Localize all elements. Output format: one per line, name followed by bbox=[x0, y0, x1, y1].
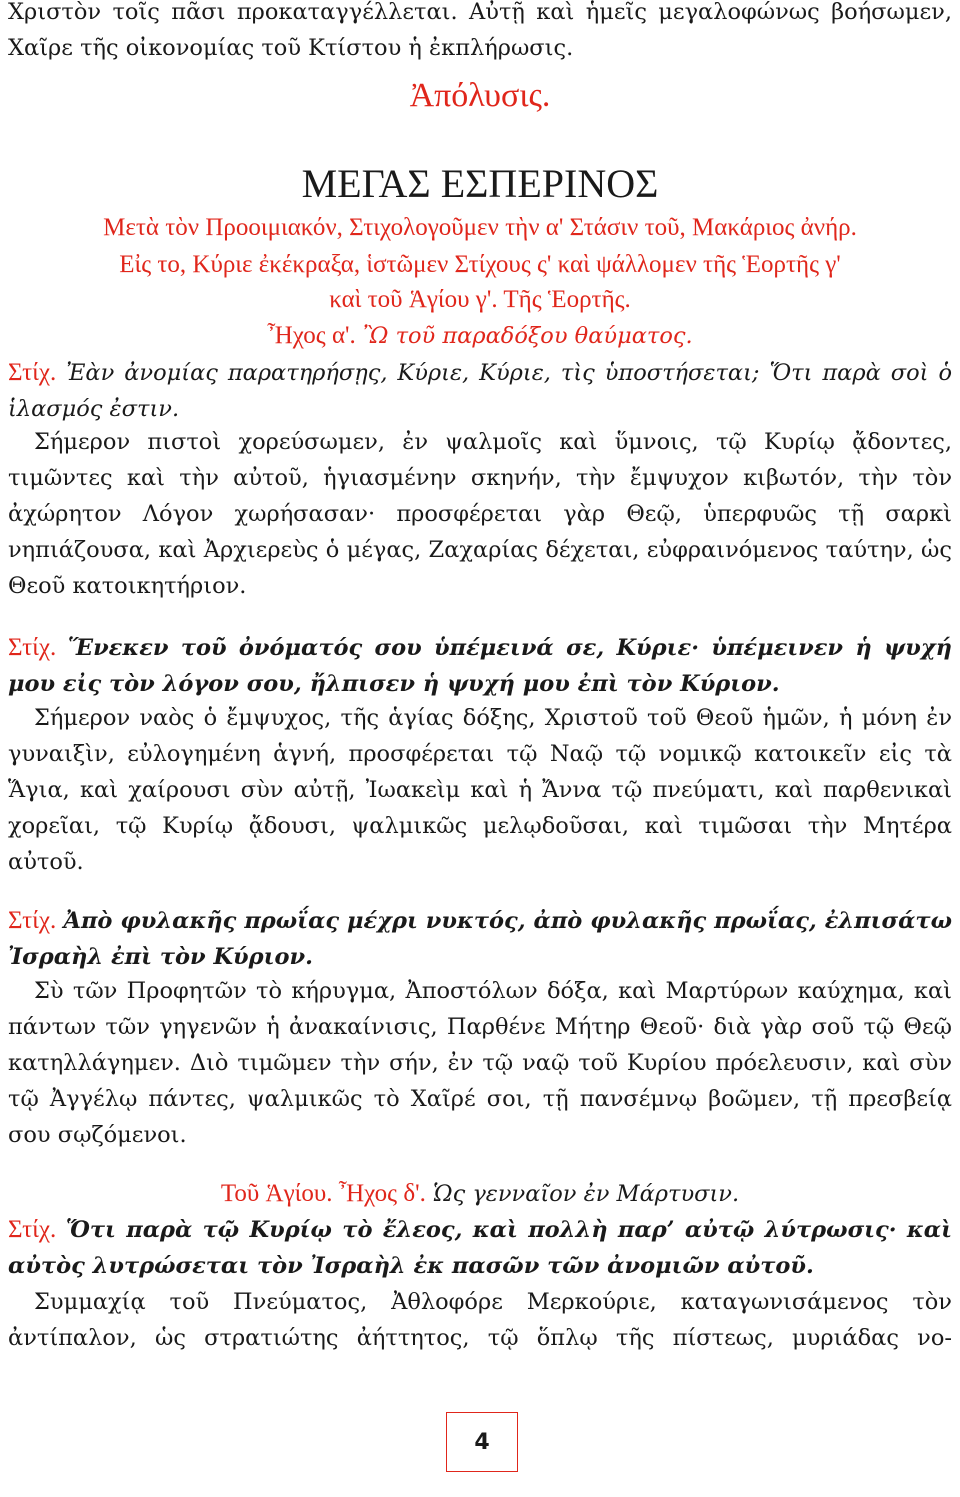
rubric-line-3: καὶ τοῦ Ἁγίου γ'. Τῆς Ἑορτῆς. bbox=[329, 286, 631, 313]
verse-label: Στίχ. bbox=[8, 907, 57, 934]
top-paragraph: Χριστὸν τοῖς πᾶσι προκαταγγέλλεται. Αὐτῇ καὶ ἡμεῖς μεγαλοφώνως βοήσωμεν, Χαῖρε τῆς οἰκονομίας τοῦ Κτίστου ἡ ἐκπλήρωσις. bbox=[8, 0, 952, 61]
verse-label: Στίχ. bbox=[8, 1216, 57, 1243]
verse-3 bbox=[8, 903, 952, 975]
verse-text: Ἕνεκεν τοῦ ὀνόματός σου ὑπέμεινά σε, Κύριε· ὑπέμεινεν ἡ ψυχή μου εἰς τὸν λόγον σου, ἤλπισεν ἡ ψυχή μου ἐπὶ τὸν Κύριον. bbox=[8, 635, 952, 697]
hymn-3: Σὺ τῶν Προφητῶν τὸ κήρυγμα, Ἀποστόλων δόξα, καὶ Μαρτύρων καύχημα, καὶ πάντων τῶν γηγενῶν ἡ ἀνακαίνισις, Παρθένε Μήτηρ Θεοῦ· διὰ γὰρ σοῦ τῷ Θεῷ κατηλλάγημεν. Διὸ τιμῶμεν τὴν σήν, ἐν τῷ ναῷ τοῦ Κυρίου πρόελευσιν, καὶ σὺν τῷ Ἀγγέλῳ πάντες, ψαλμικῶς τὸ Χαῖρέ σοι, τῇ πανσέμνῳ βοῶμεν, τῇ πρεσβείᾳ σου σῳζόμενοι. bbox=[8, 978, 952, 1148]
verse-text: Ἀπὸ φυλακῆς πρωΐας μέχρι νυκτός, ἀπὸ φυλακῆς πρωΐας, ἐλπισάτω Ἰσραὴλ ἐπὶ τὸν Κύριον. bbox=[8, 908, 952, 970]
apolysis-heading: Ἀπόλυσις. bbox=[409, 77, 551, 114]
verse-1 bbox=[8, 355, 952, 427]
saint-heading bbox=[8, 1176, 952, 1212]
verse-4 bbox=[8, 1212, 952, 1284]
echos-line bbox=[8, 318, 952, 354]
rubric-line-2: Εἰς το, Κύριε ἐκέκραξα, ἱστῶμεν Στίχους ς' καὶ ψάλλομεν τῆς Ἑορτῆς γ' bbox=[119, 251, 841, 278]
saint-heading-model: Ὡς γενναῖον ἐν Μάρτυσιν. bbox=[433, 1181, 740, 1207]
hymn-4: Συμμαχίᾳ τοῦ Πνεύματος, Ἀθλοφόρε Μερκούριε, καταγωνισάμενος τὸν ἀντίπαλον, ὡς στρατιώτης ἀήττητος, τῷ ὅπλῳ τῆς πίστεως, μυριάδας νο- bbox=[8, 1289, 952, 1351]
hymn-1: Σήμερον πιστοὶ χορεύσωμεν, ἐν ψαλμοῖς καὶ ὕμνοις, τῷ Κυρίῳ ᾄδοντες, τιμῶντες καὶ τὴν αὐτοῦ, ἡγιασμένην σκηνήν, τὴν ἔμψυχον κιβωτόν, τὴν τὸν ἀχώρητον Λόγον χωρήσασαν· προσφέρεται γὰρ Θεῷ, ὑπερφυῶς τῇ σαρκὶ νηπιάζουσα, καὶ Ἀρχιερεὺς ὁ μέγας, Ζαχαρίας δέχεται, εὐφραινόμενος ταύτην, ὡς Θεοῦ κατοικητήριον. bbox=[8, 429, 952, 599]
echos-label: Ἦχος α'. bbox=[267, 322, 356, 349]
echos-model: Ὢ τοῦ παραδόξου θαύματος. bbox=[362, 323, 693, 349]
verse-label: Στίχ. bbox=[8, 634, 57, 661]
hymn-2: Σήμερον ναὸς ὁ ἔμψυχος, τῆς ἁγίας δόξης, Χριστοῦ τοῦ Θεοῦ ἡμῶν, ἡ μόνη ἐν γυναιξὶν, εὐλογημένη ἁγνή, προσφέρεται τῷ Ναῷ τῷ νομικῷ κατοικεῖν εἰς τὰ Ἅγια, καὶ χαίρουσι σὺν αὐτῇ, Ἰωακεὶμ καὶ ἡ Ἄννα τῷ πνεύματι, καὶ παρθενικαὶ χορεῖαι, τῷ Κυρίῳ ᾄδουσι, ψαλμικῶς μελῳδοῦσαι, καὶ τιμῶσαι τὴν Μητέρα αὐτοῦ. bbox=[8, 705, 952, 875]
rubric-line-1: Μετὰ τὸν Προοιμιακόν, Στιχολογοῦμεν τὴν α' Στάσιν τοῦ, Μακάριος ἀνήρ. bbox=[103, 214, 857, 241]
verse-text: Ἐὰν ἀνομίας παρατηρήσῃς, Κύριε, Κύριε, τὶς ὑποστήσεται; Ὅτι παρὰ σοὶ ὁ ἱλασμός ἐστιν. bbox=[8, 360, 952, 422]
verse-2 bbox=[8, 630, 952, 702]
page-number: 4 bbox=[446, 1412, 518, 1472]
saint-heading-label: Τοῦ Ἁγίου. Ἦχος δ'. bbox=[220, 1180, 426, 1207]
verse-text: Ὅτι παρὰ τῷ Κυρίῳ τὸ ἔλεος, καὶ πολλὴ παρ’ αὐτῷ λύτρωσις· καὶ αὐτὸς λυτρώσεται τὸν Ἰσραὴλ ἐκ πασῶν τῶν ἀνομιῶν αὐτοῦ. bbox=[8, 1217, 952, 1279]
verse-label: Στίχ. bbox=[8, 359, 57, 386]
section-title: ΜΕΓΑΣ ΕΣΠΕΡΙΝΟΣ bbox=[301, 161, 659, 206]
